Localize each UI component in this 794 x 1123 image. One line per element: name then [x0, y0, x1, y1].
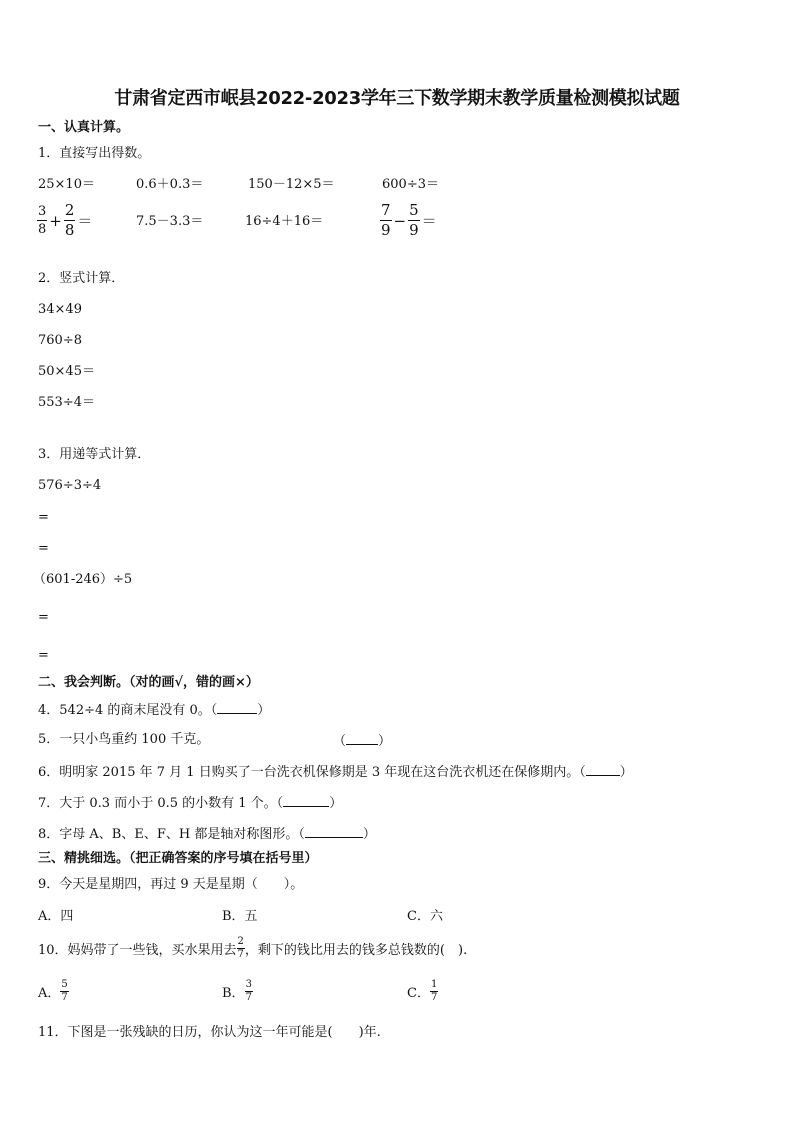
q9-option-a[interactable]: A．四 — [38, 909, 74, 924]
fraction-bar — [37, 220, 47, 221]
q3-step-3: = — [38, 610, 49, 625]
q10-text-before: 10．妈妈带了一些钱，买水果用去 — [38, 943, 237, 958]
fraction-numerator: 7 — [381, 201, 391, 219]
fraction — [408, 203, 420, 238]
q6-close-paren: ） — [619, 765, 633, 780]
q5-open-paren: （ — [333, 734, 347, 749]
fraction-numerator: 3 — [245, 979, 252, 990]
q9-option-b[interactable]: B．五 — [222, 909, 258, 924]
fraction — [380, 203, 392, 238]
fraction-numerator: 2 — [237, 936, 244, 947]
q8-text: 8．字母 A、B、E、F、H 都是轴对称图形。（ — [38, 827, 305, 842]
q10-text — [38, 937, 467, 960]
q3-step-2: = — [38, 541, 49, 556]
plus-sign: + — [49, 211, 62, 230]
fraction-denominator: 7 — [430, 992, 438, 1003]
q4 — [38, 701, 270, 719]
fraction-denominator: 8 — [38, 222, 47, 237]
q1-item-1: 25×10＝ — [38, 177, 95, 192]
answer-blank[interactable] — [217, 701, 257, 714]
q4-text: 4．542÷4 的商末尾没有 0。（ — [38, 703, 218, 718]
q2-label: 2．竖式计算． — [38, 271, 125, 286]
q4-close-paren: ） — [257, 703, 271, 718]
q10-text-after: ，剩下的钱比用去的钱多总钱数的( ). — [244, 943, 468, 958]
q10-option-c[interactable] — [407, 980, 438, 1003]
minus-sign: − — [393, 211, 407, 230]
q9-option-c[interactable]: C．六 — [407, 909, 443, 924]
q2-item-2: 760÷8 — [38, 333, 82, 348]
option-label: B． — [222, 986, 245, 1001]
q2-item-3: 50×45＝ — [38, 364, 95, 379]
fraction-numerator: 5 — [409, 201, 419, 219]
section1-heading: 一、认真计算。 — [38, 120, 130, 135]
fraction — [245, 980, 253, 1003]
q8 — [38, 825, 376, 843]
q3-step-1: = — [38, 510, 49, 525]
fraction-denominator: 7 — [237, 949, 244, 960]
q1-item-5 — [37, 203, 94, 238]
q1-item-7: 16÷4＋16＝ — [245, 214, 324, 229]
fraction — [64, 203, 76, 238]
q11-text: 11．下图是一张残缺的日历，你认为这一年可能是( )年. — [38, 1025, 381, 1040]
option-label: C． — [407, 986, 430, 1001]
answer-blank[interactable] — [586, 763, 620, 776]
q3-expression-2: （601-246）÷5 — [33, 572, 133, 587]
fraction-denominator: 7 — [245, 992, 252, 1003]
q10-option-a[interactable] — [38, 980, 69, 1003]
q3-label: 3．用递等式计算． — [38, 447, 151, 462]
q7-close-paren: ） — [329, 796, 343, 811]
fraction-numerator: 1 — [430, 979, 438, 990]
equals-sign: ＝ — [421, 212, 437, 230]
q1-item-2: 0.6＋0.3＝ — [136, 177, 204, 192]
answer-blank[interactable] — [346, 732, 378, 745]
q1-item-6: 7.5－3.3＝ — [136, 214, 204, 229]
q6 — [38, 763, 633, 781]
fraction-numerator: 5 — [61, 979, 68, 990]
fraction-numerator: 3 — [38, 204, 47, 219]
q7-text: 7．大于 0.3 而小于 0.5 的小数有 1 个。（ — [38, 796, 284, 811]
option-label: A． — [38, 986, 61, 1001]
q2-item-1: 34×49 — [38, 302, 82, 317]
q9-text: 9．今天是星期四，再过 9 天是星期（ ）。 — [38, 877, 304, 892]
q1-item-4: 600÷3＝ — [382, 177, 439, 192]
section2-heading: 二、我会判断。（对的画√，错的画×） — [38, 675, 259, 690]
q6-text: 6．明明家 2015 年 7 月 1 日购买了一台洗衣机保修期是 3 年现在这台洗衣机还在保修期内。（ — [38, 765, 586, 780]
section3-heading: 三、精挑细选。（把正确答案的序号填在括号里） — [38, 851, 318, 866]
equals-sign: ＝ — [77, 212, 93, 230]
q1-item-8 — [380, 203, 439, 238]
q8-close-paren: ） — [362, 827, 376, 842]
q3-step-4: = — [38, 648, 49, 663]
q5-answer — [333, 732, 391, 750]
q2-item-4: 553÷4＝ — [38, 395, 95, 410]
fraction — [37, 205, 47, 236]
fraction-denominator: 8 — [64, 221, 75, 239]
fraction-numerator: 2 — [64, 201, 75, 219]
q1-item-3: 150－12×5＝ — [248, 177, 335, 192]
q1-label: 1．直接写出得数。 — [38, 146, 151, 161]
q3-expression-1: 576÷3÷4 — [38, 478, 102, 493]
fraction — [430, 980, 438, 1003]
fraction — [237, 937, 245, 960]
fraction-denominator: 9 — [381, 221, 391, 239]
q5-close-paren: ） — [378, 734, 392, 749]
fraction-denominator: 7 — [61, 992, 68, 1003]
fraction — [60, 980, 68, 1003]
answer-blank[interactable] — [283, 794, 329, 807]
q5-text: 5．一只小鸟重约 100 千克。 — [38, 732, 210, 747]
page-title: 甘肃省定西市岷县2022-2023学年三下数学期末教学质量检测模拟试题 — [114, 88, 680, 109]
q10-option-b[interactable] — [222, 980, 253, 1003]
answer-blank[interactable] — [305, 825, 363, 838]
q7 — [38, 794, 342, 812]
fraction-denominator: 9 — [409, 221, 419, 239]
